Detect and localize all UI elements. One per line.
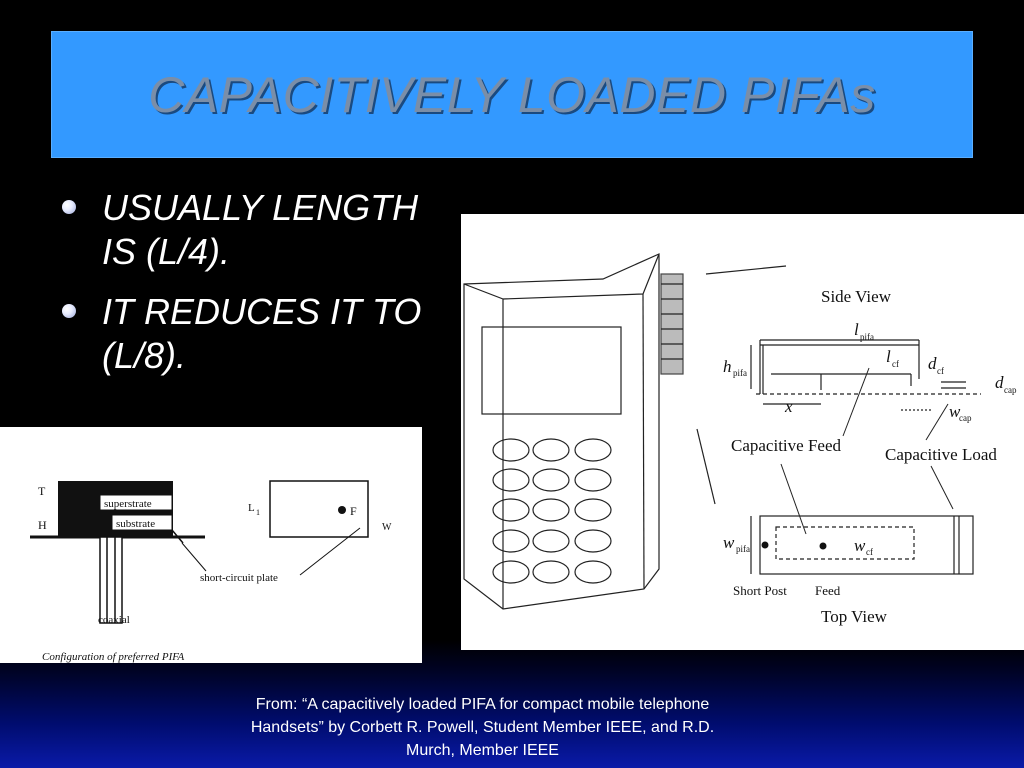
h-label: H xyxy=(38,518,47,532)
bullet-item xyxy=(62,290,462,378)
bullet-text-line1: IT REDUCES IT TO xyxy=(102,291,422,332)
w-label: W xyxy=(382,522,392,533)
pifa-configuration-figure xyxy=(0,427,422,663)
pifa-antenna-element xyxy=(661,274,683,374)
bullet-list xyxy=(62,186,462,394)
title-banner xyxy=(51,31,973,158)
w-pifa-sub: pifa xyxy=(736,544,750,554)
l1-label: L xyxy=(248,502,255,514)
slide-title: CAPACITIVELY LOADED PIFAs xyxy=(148,66,876,123)
w-cap-sub: cap xyxy=(959,413,972,423)
h-pifa-label: h xyxy=(723,357,732,376)
w-cap-label: w xyxy=(949,402,961,421)
x-label: x xyxy=(785,397,793,416)
caption-line-2: Handsets” by Corbett R. Powell, Student Member IEEE, and R.D. xyxy=(250,719,715,736)
l-pifa-label: l xyxy=(854,320,859,339)
top-view-labels xyxy=(723,533,888,626)
bullet-text-line2: IS (L/4). xyxy=(102,231,231,272)
short-post-label: Short Post xyxy=(733,583,787,598)
capacitive-load-label: Capacitive Load xyxy=(885,445,997,464)
slide-caption xyxy=(190,693,775,762)
superstrate-label: superstrate xyxy=(104,498,152,510)
bullet-item xyxy=(62,186,462,274)
pifa-configuration-svg xyxy=(0,427,422,663)
top-view-points xyxy=(762,542,827,550)
d-cap-sub: cap xyxy=(1004,385,1017,395)
h-pifa-sub: pifa xyxy=(733,368,747,378)
configuration-caption: Configuration of preferred PIFA xyxy=(42,651,185,663)
bullet-text-line1: USUALLY LENGTH xyxy=(102,187,419,228)
l-cf-sub: cf xyxy=(892,359,899,369)
capacitive-feed-label: Capacitive Feed xyxy=(731,436,841,455)
pifa-diagram-figure xyxy=(461,214,1024,650)
f-label: F xyxy=(350,504,357,518)
keypad xyxy=(493,439,611,583)
top-view-label: Top View xyxy=(821,607,887,626)
substrate-label: substrate xyxy=(116,518,156,530)
w-cf-sub: cf xyxy=(866,547,873,557)
short-circuit-plate-label: short-circuit plate xyxy=(200,572,278,584)
t-label: T xyxy=(38,484,46,498)
side-view-labels xyxy=(723,287,1017,464)
l-cf-label: l xyxy=(886,347,891,366)
pifa-diagram-svg xyxy=(461,214,1024,650)
caption-line-1: From: “A capacitively loaded PIFA for compact mobile telephone xyxy=(255,696,710,713)
w-pifa-label: w xyxy=(723,533,735,552)
d-cap-label: d xyxy=(995,373,1004,392)
feed-label: Feed xyxy=(815,583,841,598)
phone-illustration xyxy=(464,254,786,609)
side-view-label: Side View xyxy=(821,287,891,306)
d-cf-sub: cf xyxy=(937,366,944,376)
bullet-text-line2: (L/8). xyxy=(102,335,187,376)
d-cf-label: d xyxy=(928,354,937,373)
l-pifa-sub: pifa xyxy=(860,332,874,342)
bullet-icon xyxy=(62,304,76,318)
bullet-icon xyxy=(62,200,76,214)
l1-sub: 1 xyxy=(256,508,260,517)
caption-line-3: Murch, Member IEEE xyxy=(406,742,559,759)
coaxial-label: coaxial xyxy=(98,614,130,626)
w-cf-label: w xyxy=(854,536,866,555)
